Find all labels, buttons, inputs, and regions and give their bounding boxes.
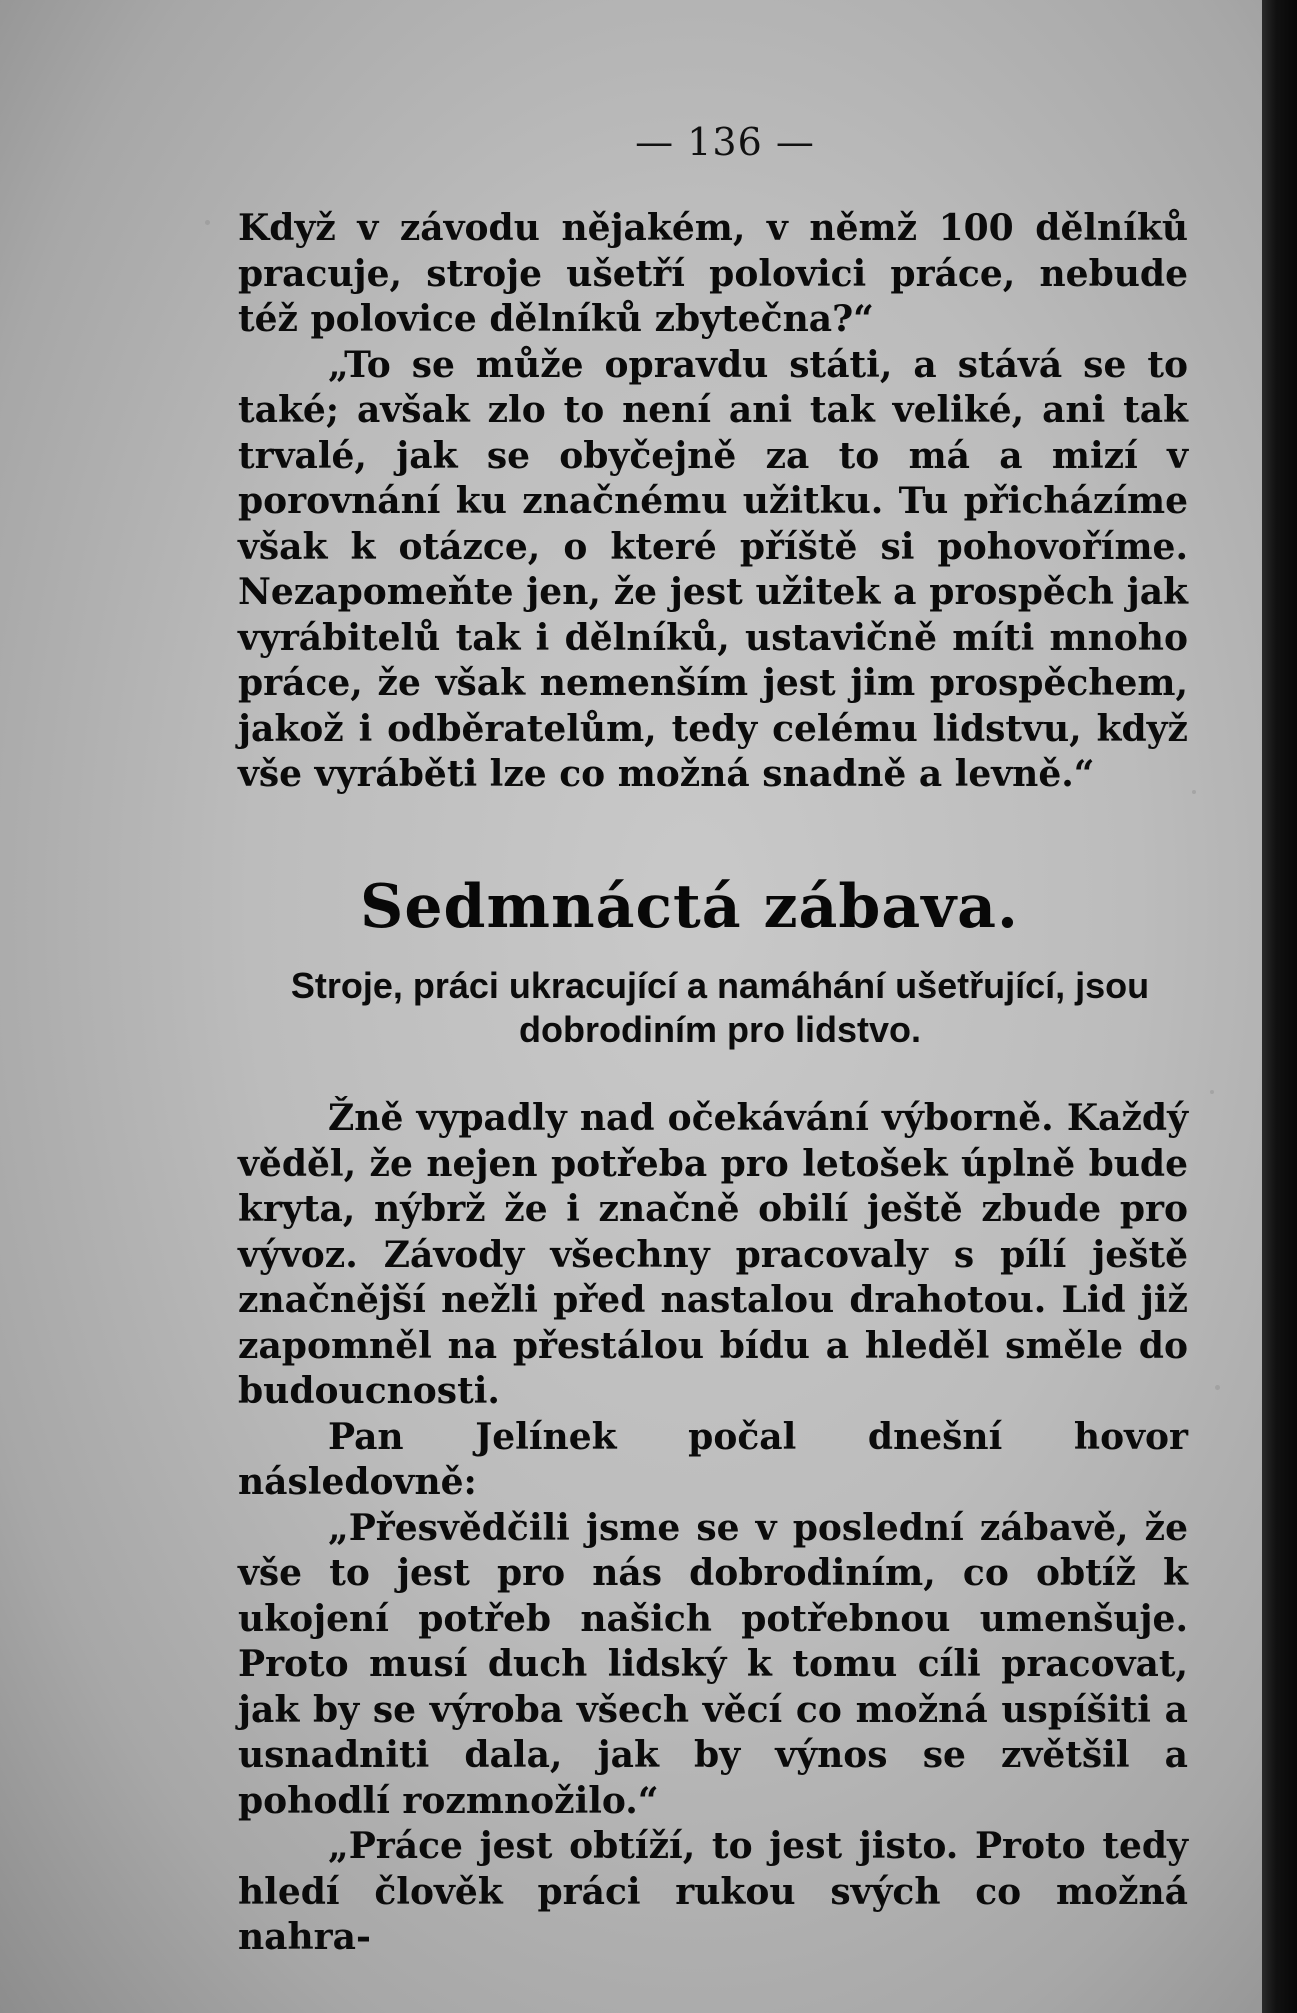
page-number: — 136 —	[635, 120, 815, 164]
text-block-bottom	[238, 1096, 1188, 1961]
paragraph: „To se může opravdu státi, a stává se to také; avšak zlo to není ani tak veliké, ani tak trvalé, jak se obyčejně za to má a mizí v porovnání ku značnému užitku. Tu přicházíme však k otázce, o které příště si pohovoříme. Nezapomeňte jen, že jest užitek a prospěch jak vyrábitelů tak i dělníků, ustavičně míti mnoho práce, že však nemenším jest jim prospěchem, jakož i odběratelům, tedy celému lidstvu, když vše vyráběti lze co možná snadně a levně.“	[238, 343, 1188, 795]
paper-speck	[1210, 1090, 1214, 1094]
chapter-title: Sedmnáctá zábava.	[360, 872, 1019, 942]
paper-speck	[205, 220, 210, 225]
paper-speck	[1215, 1385, 1220, 1390]
paragraph: Žně vypadly nad očekávání výborně. Každý věděl, že nejen potřeba pro letošek úplně bude kryta, nýbrž že i značně obilí ještě zbude pro vývoz. Závody všechny pracovaly s pílí ještě značnější nežli před nastalou drahotou. Lid již zapomněl na přestálou bídu a hleděl směle do budoucnosti.	[238, 1097, 1188, 1412]
chapter-subtitle: Stroje, práci ukracující a namáhání ušetřující, jsou dobrodiním pro lidstvo.	[290, 965, 1150, 1050]
paragraph: Když v závodu nějakém, v němž 100 dělníků pracuje, stroje ušetří polovici práce, nebude též polovice dělníků zbytečna?“	[238, 207, 1188, 340]
page-edge-shadow	[1262, 0, 1297, 2013]
paper-speck	[1192, 790, 1196, 794]
paragraph: Pan Jelínek počal dnešní hovor následovně:	[238, 1415, 1188, 1503]
paragraph: „Práce jest obtíží, to jest jisto. Proto tedy hledí člověk práci rukou svých co možná nahra-	[238, 1825, 1188, 1958]
text-block-top	[238, 206, 1188, 798]
paragraph: „Přesvědčili jsme se v poslední zábavě, že vše to jest pro nás dobrodiním, co obtíž k ukojení potřeb našich potřebnou umenšuje. Proto musí duch lidský k tomu cíli pracovat, jak by se výroba všech věcí co možná uspíšiti a usnadniti dala, jak by výnos se zvětšil a pohodlí rozmnožilo.“	[238, 1506, 1188, 1822]
